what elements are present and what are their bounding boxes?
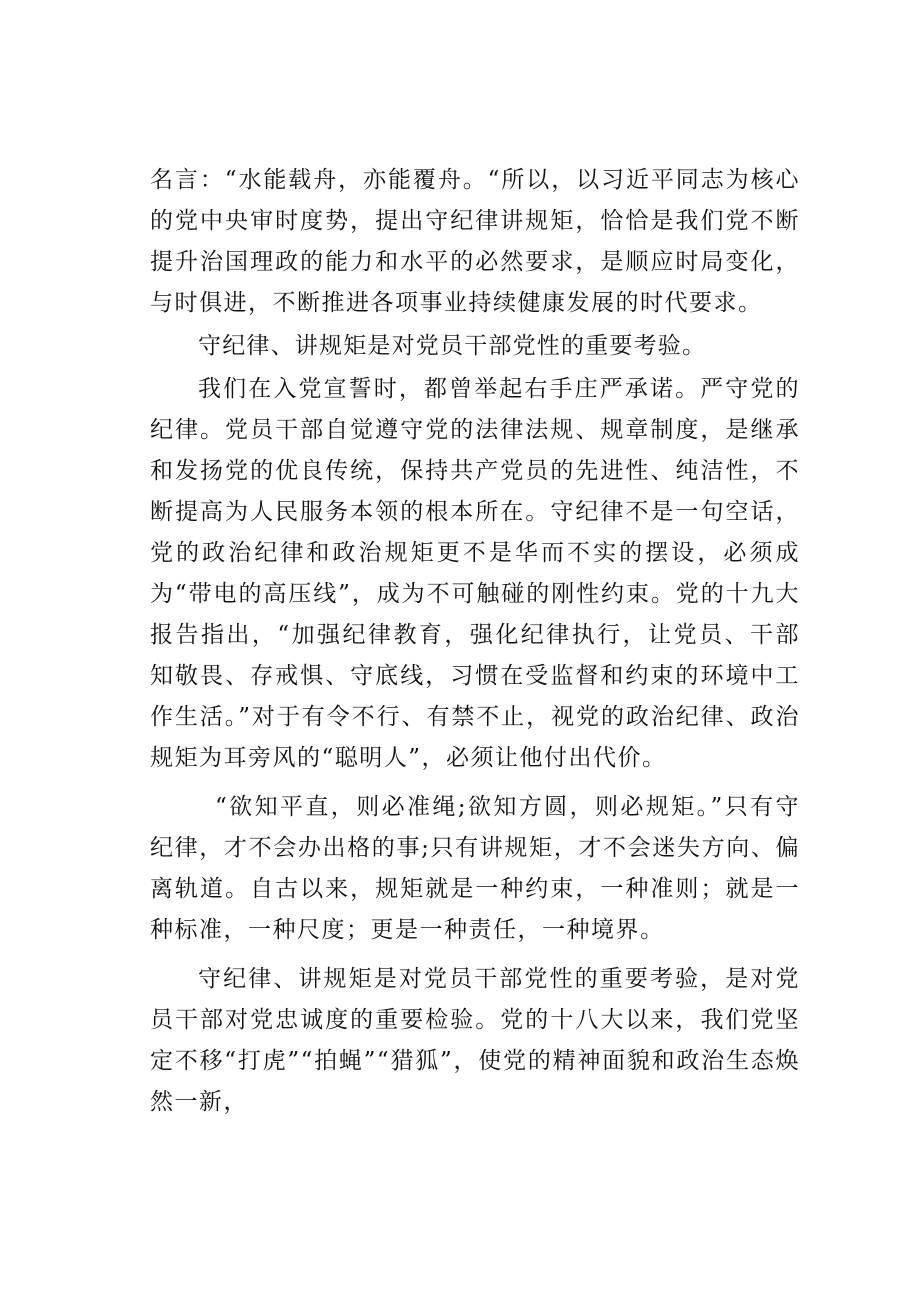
paragraph-quote: “欲知平直，则必准绳;欲知方圆，则必规矩。”只有守纪律，才不会办出格的事;只有讲规矩，才不会迷失方向、偏离轨道。自古以来，规矩就是一种约束，一种准则；就是一种标准，一种尺度；更是一种责任，一种境界。 — [150, 794, 800, 943]
paragraph-continuation: 名言：“水能载舟，亦能覆舟。“所以，以习近平同志为核心的党中央审时度势，提出守纪律讲规矩，恰恰是我们党不断提升治国理政的能力和水平的必然要求，是顺应时局变化，与时俱进，不断推进各项事业持续健康发展的时代要求。 — [150, 167, 800, 316]
paragraph-discipline: 守纪律、讲规矩是对党员干部党性的重要考验，是对党员干部对党忠诚度的重要检验。党的十八大以来，我们党坚定不移“打虎”“拍蝇”“猎狐”，使党的精神面貌和政治生态焕然一新， — [150, 966, 800, 1115]
section-heading: 守纪律、讲规矩是对党员干部党性的重要考验。 — [198, 333, 707, 359]
document-body — [150, 160, 800, 1123]
paragraph-oath: 我们在入党宣誓时，都曾举起右手庄严承诺。严守党的纪律。党员干部自觉遵守党的法律法规、规章制度，是继承和发扬党的优良传统，保持共产党员的先进性、纯洁性，不断提高为人民服务本领的根本所在。守纪律不是一句空话，党的政治纪律和政治规矩更不是华而不实的摆设，必须成为“带电的高压线”，成为不可触碰的刚性约束。党的十九大报告指出，“加强纪律教育，强化纪律执行，让党员、干部知敬畏、存戒惧、守底线，习惯在受监督和约束的环境中工作生活。”对于有令不行、有禁不止，视党的政治纪律、政治规矩为耳旁风的“聪明人”，必须让他付出代价。 — [150, 376, 800, 771]
